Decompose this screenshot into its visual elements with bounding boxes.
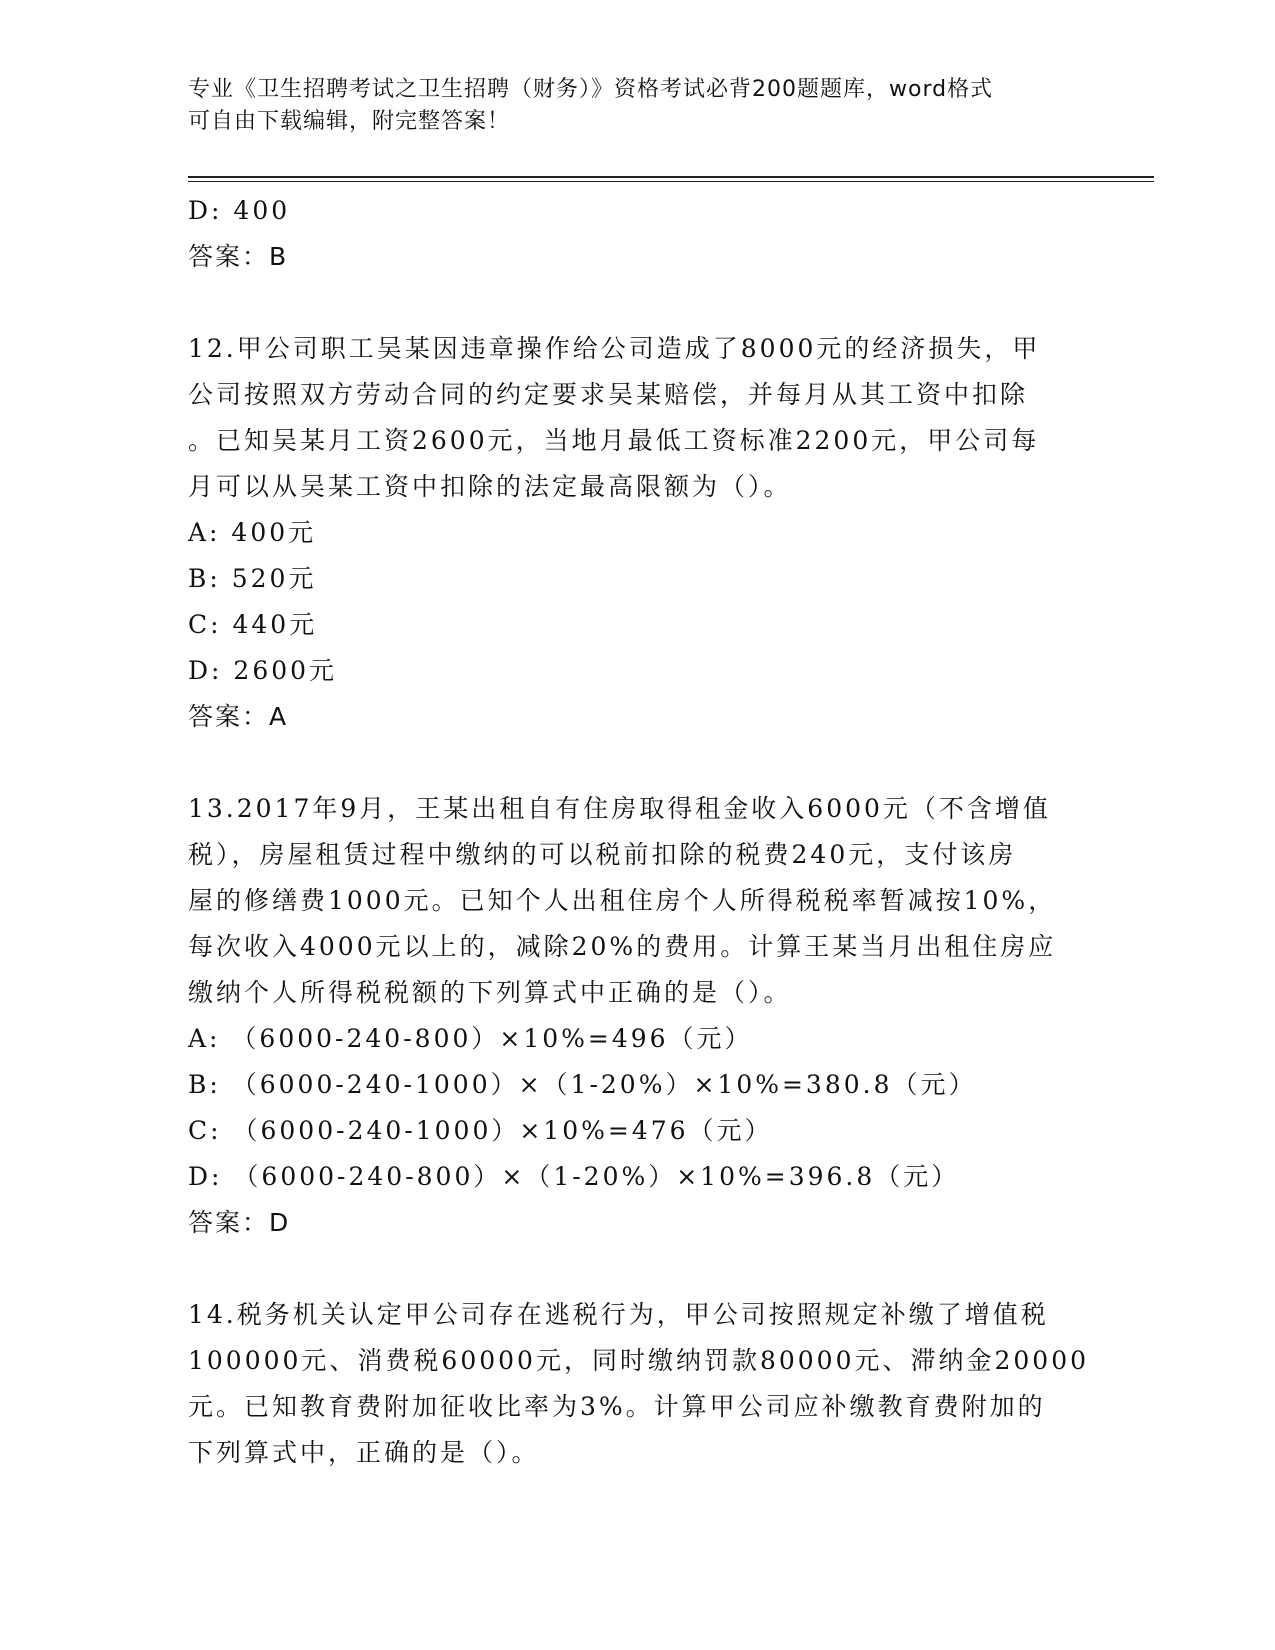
previous-question-tail: [188, 188, 1088, 280]
option-a: A: （6000-240-800）×10%=496（元）: [188, 1024, 753, 1053]
header-title-line-1: 专业《卫生招聘考试之卫生招聘（财务）》资格考试必背200题题库，word格式: [188, 77, 994, 102]
question-text-line: 每次收入4000元以上的，减除20%的费用。计算王某当月出租住房应: [188, 932, 1057, 961]
question-text-line: 。已知吴某月工资2600元，当地月最低工资标准2200元，甲公司每: [188, 426, 1040, 455]
question-text-line: 100000元、消费税60000元，同时缴纳罚款80000元、滞纳金20000: [188, 1346, 1090, 1375]
option-b: B: （6000-240-1000）×（1-20%）×10%=380.8（元）: [188, 1070, 977, 1099]
question-text-line: 公司按照双方劳动合同的约定要求吴某赔偿，并每月从其工资中扣除: [188, 380, 1029, 409]
header-divider-thick: [188, 176, 1154, 178]
option-c: C: 440元: [188, 610, 318, 639]
answer-label: 答案：B: [188, 242, 289, 271]
question-14: [188, 1292, 1088, 1476]
answer-label: 答案：D: [188, 1208, 291, 1237]
document-body: [188, 188, 1088, 1476]
option-d: D: 2600元: [188, 656, 338, 685]
question-12: [188, 326, 1088, 740]
spacer: [188, 1246, 1088, 1292]
question-text-line: 下列算式中，正确的是（）。: [188, 1438, 540, 1467]
option-c: C: （6000-240-1000）×10%=476（元）: [188, 1116, 773, 1145]
header-divider-thin: [188, 181, 1154, 182]
option-a: A: 400元: [188, 518, 317, 547]
spacer: [188, 740, 1088, 786]
option-d: D: （6000-240-800）×（1-20%）×10%=396.8（元）: [188, 1162, 960, 1191]
question-text-line: 缴纳个人所得税税额的下列算式中正确的是（）。: [188, 978, 792, 1007]
header-title-line-2: 可自由下载编辑，附完整答案！: [188, 109, 511, 134]
question-text-line: 税），房屋租赁过程中缴纳的可以税前扣除的税费240元，支付该房: [188, 840, 1017, 869]
spacer: [188, 280, 1088, 326]
question-text-line: 12.甲公司职工吴某因违章操作给公司造成了8000元的经济损失，甲: [188, 334, 1041, 363]
answer-label: 答案：A: [188, 702, 289, 731]
option-d: D: 400: [188, 196, 291, 225]
option-b: B: 520元: [188, 564, 317, 593]
question-text-line: 13.2017年9月，王某出租自有住房取得租金收入6000元（不含增值: [188, 794, 1051, 823]
question-text-line: 元。已知教育费附加征收比率为3%。计算甲公司应补缴教育费附加的: [188, 1392, 1046, 1421]
question-text-line: 屋的修缮费1000元。已知个人出租住房个人所得税税率暂减按10%，: [188, 886, 1057, 915]
question-text-line: 月可以从吴某工资中扣除的法定最高限额为（）。: [188, 472, 792, 501]
document-header: [188, 74, 1088, 138]
question-13: [188, 786, 1088, 1246]
question-text-line: 14.税务机关认定甲公司存在逃税行为，甲公司按照规定补缴了增值税: [188, 1300, 1049, 1329]
